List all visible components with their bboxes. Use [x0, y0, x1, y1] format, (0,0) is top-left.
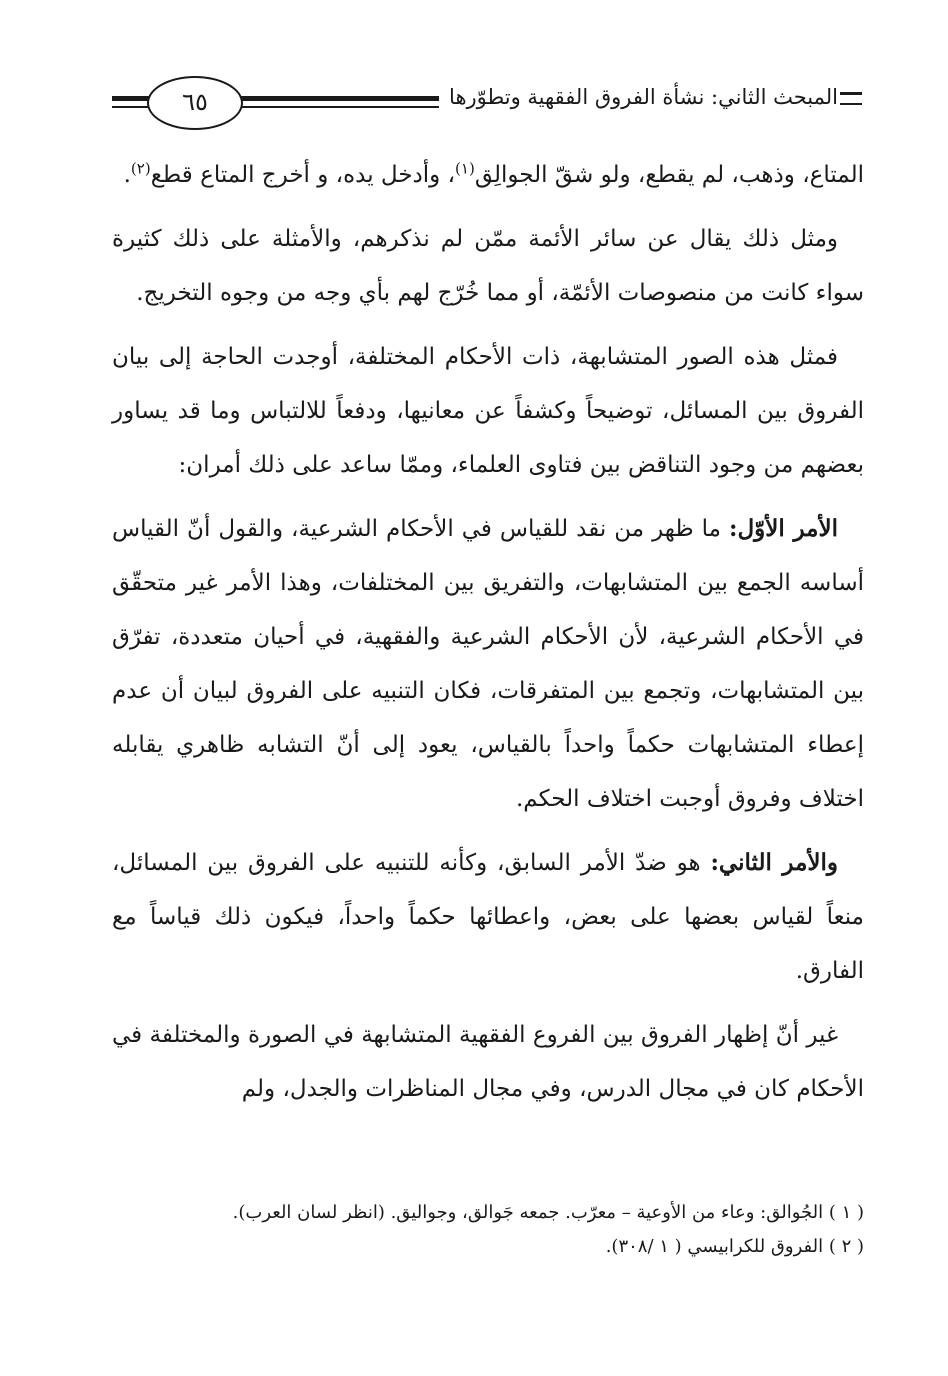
body-text: [112, 148, 864, 1126]
footnote-ref-2: (٢): [130, 159, 151, 178]
page-number: ٦٥: [147, 76, 243, 130]
paragraph-4-heading: الأمر الأوّل:: [728, 515, 839, 542]
paragraph-5-heading: والأمر الثاني:: [710, 849, 839, 876]
paragraph-4: [112, 502, 864, 826]
paragraph-1-text-b: ، وأدخل يده، و أخرج المتاع قطع: [150, 162, 456, 188]
running-header: [112, 72, 862, 134]
paragraph-1: [112, 148, 864, 202]
paragraph-4-text: ما ظهر من نقد للقياس في الأحكام الشرعية، والقول أنّ القياس أساسه الجمع بين المتشابهات، والتفريق بين المختلفات، وهذا الأمر غير متحقّق في الأحكام الشرعية، لأن الأحكام الشرعية والفقهية، في أحيان متعددة، تفرّق بين المتشابهات، وتجمع بين المتفرقات، فكان التنبيه على الفروق لبيان أن عدم إعطاء المتشابهات حكماً واحداً بالقياس، يعود إلى أنّ التشابه ظاهري يقابله اختلاف وفروق أوجبت اختلاف الحكم.: [112, 516, 864, 812]
paragraph-1-text-a: المتاع، وذهب، لم يقطع، ولو شقّ الجوالِق: [474, 162, 864, 188]
paragraph-5: [112, 836, 864, 998]
title-ornament: [840, 92, 862, 105]
paragraph-5-text: هو ضدّ الأمر السابق، وكأنه للتنبيه على الفروق بين المسائل، منعاً لقياس بعضها على بعض، واعطائها حكماً واحداً، فيكون ذلك قياساً مع الفارق.: [112, 850, 864, 984]
chapter-title: [439, 80, 862, 114]
paragraph-1-text-c: .: [123, 162, 131, 188]
paragraph-3: فمثل هذه الصور المتشابهة، ذات الأحكام المختلفة، أوجدت الحاجة إلى بيان الفروق بين المسائل، توضيحاً وكشفاً عن معانيها، ودفعاً للالتباس وما قد يساور بعضهم من وجود التناقض بين فتاوى العلماء، وممّا ساعد على ذلك أمران:: [112, 344, 864, 478]
footnote-1: ( ١ ) الجُوالق: وعاء من الأوعية – معرّب. جمعه جَوالق، وجواليق. (انظر لسان العرب).: [232, 1202, 864, 1223]
paragraph-2: ومثل ذلك يقال عن سائر الأئمة ممّن لم نذكرهم، والأمثلة على ذلك كثيرة سواء كانت من منصوصات الأئمّة، أو مما خُرّج لهم بأي وجه من وجوه التخريج.: [112, 226, 864, 306]
chapter-title-text: المبحث الثاني: نشأة الفروق الفقهية وتطوّرها: [449, 85, 838, 109]
paragraph-6: غير أنّ إظهار الفروق بين الفروع الفقهية المتشابهة في الصورة والمختلفة في الأحكام كان في مجال الدرس، وفي مجال المناظرات والجدل، ولم: [112, 1022, 864, 1102]
footnote-2: ( ٢ ) الفروق للكرابيسي ( ١ /٣٠٨).: [605, 1236, 864, 1257]
footnote-ref-1: (١): [455, 159, 475, 178]
footnotes: [112, 1196, 864, 1264]
